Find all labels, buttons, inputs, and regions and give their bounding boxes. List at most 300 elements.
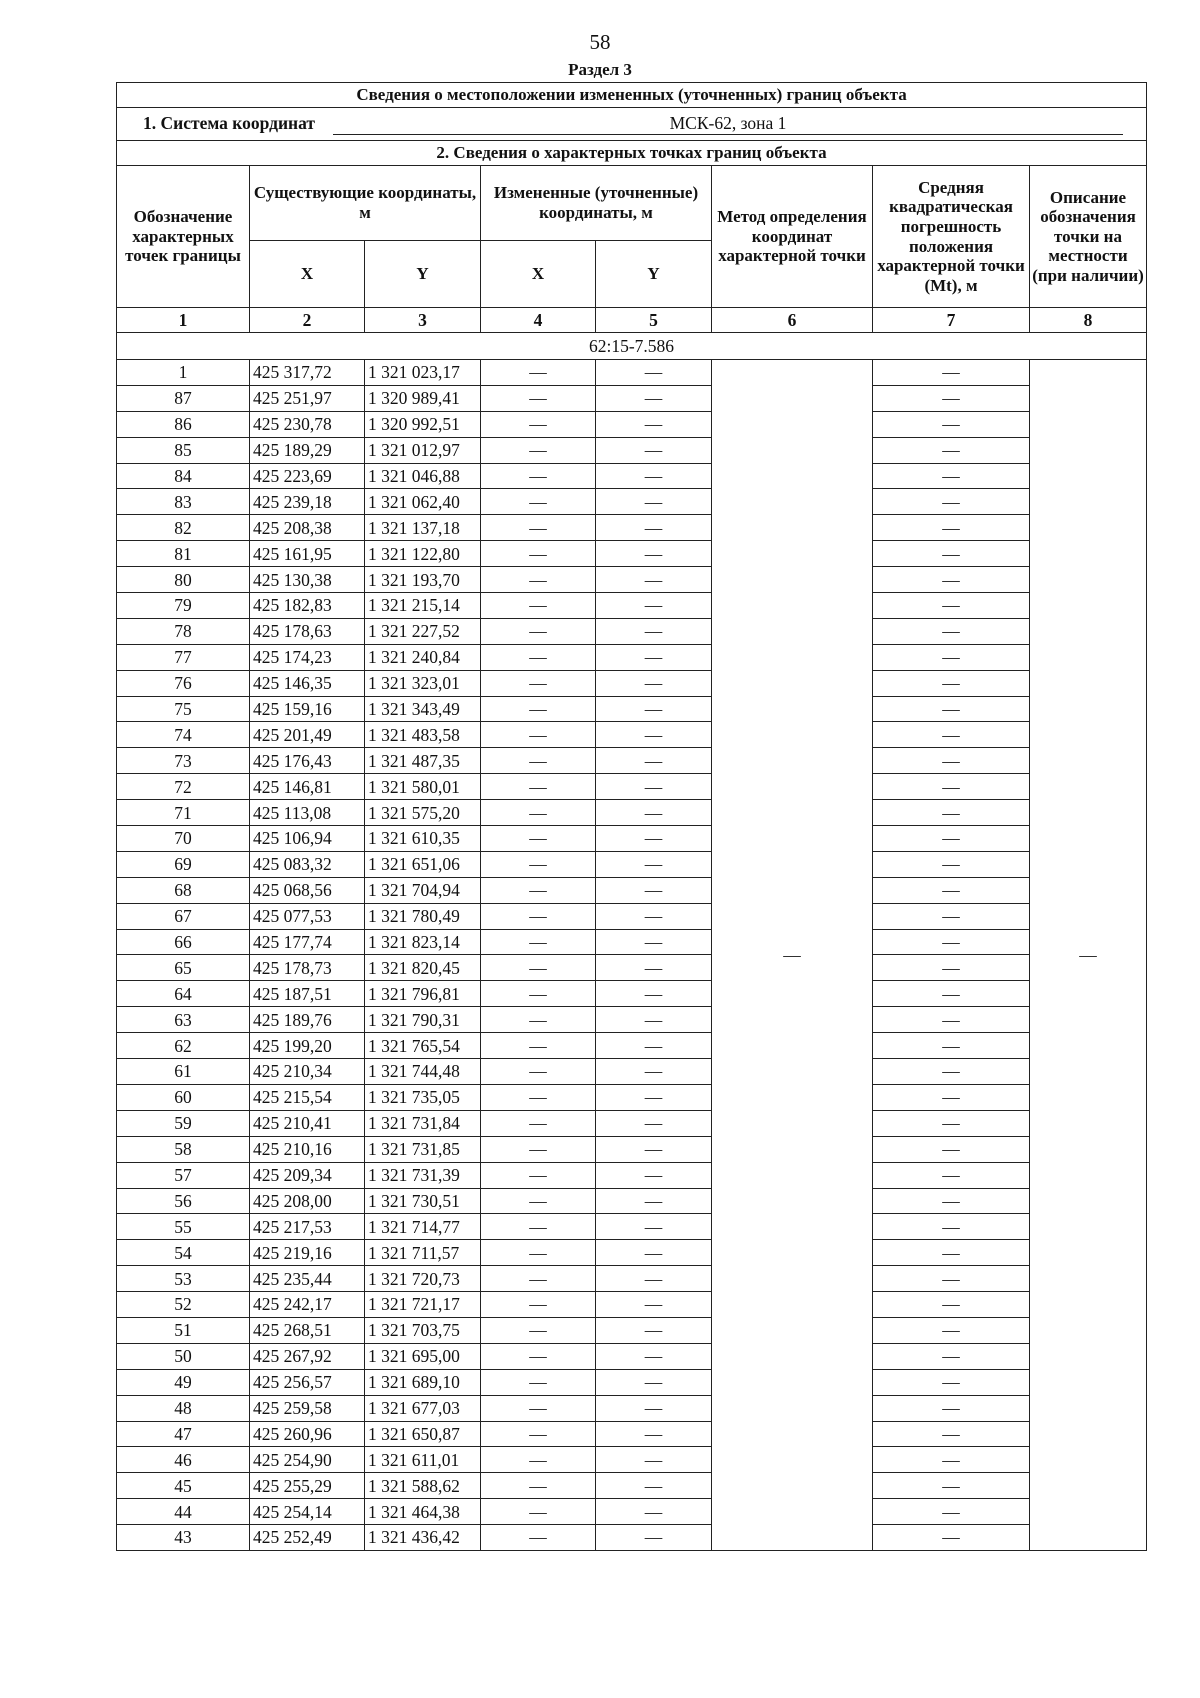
changed-x: — <box>481 1214 596 1240</box>
table-row <box>117 748 1147 774</box>
changed-y: — <box>596 385 712 411</box>
point-number: 59 <box>117 1110 250 1136</box>
table-row <box>117 670 1147 696</box>
existing-y: 1 321 790,31 <box>365 1007 481 1033</box>
existing-x: 425 254,14 <box>250 1499 365 1525</box>
page-number: 58 <box>589 30 611 54</box>
table-row <box>117 851 1147 877</box>
existing-y: 1 321 731,85 <box>365 1136 481 1162</box>
changed-y: — <box>596 929 712 955</box>
existing-x: 425 242,17 <box>250 1292 365 1318</box>
point-number: 83 <box>117 489 250 515</box>
changed-x: — <box>481 1421 596 1447</box>
point-number: 66 <box>117 929 250 955</box>
accuracy-cell: — <box>873 567 1030 593</box>
table-row <box>117 1136 1147 1162</box>
header-changed-x: X <box>481 241 596 308</box>
existing-y: 1 321 193,70 <box>365 567 481 593</box>
changed-y: — <box>596 1007 712 1033</box>
changed-x: — <box>481 567 596 593</box>
existing-y: 1 321 227,52 <box>365 618 481 644</box>
changed-y: — <box>596 1033 712 1059</box>
header-existing-x: X <box>250 241 365 308</box>
point-number: 62 <box>117 1033 250 1059</box>
changed-y: — <box>596 1266 712 1292</box>
existing-y: 1 321 650,87 <box>365 1421 481 1447</box>
existing-y: 1 321 704,94 <box>365 877 481 903</box>
changed-x: — <box>481 1395 596 1421</box>
changed-x: — <box>481 489 596 515</box>
changed-x: — <box>481 1136 596 1162</box>
changed-y: — <box>596 1292 712 1318</box>
point-number: 79 <box>117 593 250 619</box>
changed-y: — <box>596 1369 712 1395</box>
accuracy-cell: — <box>873 1499 1030 1525</box>
column-number: 7 <box>873 308 1030 333</box>
existing-x: 425 189,29 <box>250 437 365 463</box>
table-row <box>117 1343 1147 1369</box>
accuracy-cell: — <box>873 411 1030 437</box>
changed-x: — <box>481 955 596 981</box>
point-number: 80 <box>117 567 250 593</box>
existing-x: 425 161,95 <box>250 541 365 567</box>
existing-x: 425 219,16 <box>250 1240 365 1266</box>
point-number: 56 <box>117 1188 250 1214</box>
accuracy-cell: — <box>873 593 1030 619</box>
existing-x: 425 260,96 <box>250 1421 365 1447</box>
existing-x: 425 254,90 <box>250 1447 365 1473</box>
existing-x: 425 209,34 <box>250 1162 365 1188</box>
point-number: 64 <box>117 981 250 1007</box>
existing-y: 1 321 610,35 <box>365 826 481 852</box>
coordinate-system-value: МСК-62, зона 1 <box>333 113 1123 134</box>
point-number: 85 <box>117 437 250 463</box>
description-cell: — <box>1030 360 1147 1551</box>
changed-x: — <box>481 903 596 929</box>
existing-x: 425 215,54 <box>250 1084 365 1110</box>
header-changed-coordinates: Измененные (уточненные) координаты, м <box>481 166 712 241</box>
changed-y: — <box>596 903 712 929</box>
accuracy-cell: — <box>873 774 1030 800</box>
accuracy-cell: — <box>873 877 1030 903</box>
existing-y: 1 321 731,39 <box>365 1162 481 1188</box>
changed-y: — <box>596 567 712 593</box>
table-row <box>117 1188 1147 1214</box>
point-number: 86 <box>117 411 250 437</box>
table-row <box>117 567 1147 593</box>
changed-x: — <box>481 1162 596 1188</box>
table-row <box>117 903 1147 929</box>
coordinate-system-label: 1. Система координат <box>142 113 316 134</box>
accuracy-cell: — <box>873 489 1030 515</box>
existing-y: 1 321 695,00 <box>365 1343 481 1369</box>
accuracy-cell: — <box>873 1240 1030 1266</box>
accuracy-cell: — <box>873 670 1030 696</box>
header-description: Описание обозначения точки на местности (при наличии) <box>1030 166 1147 308</box>
changed-y: — <box>596 670 712 696</box>
point-number: 78 <box>117 618 250 644</box>
existing-y: 1 321 823,14 <box>365 929 481 955</box>
table-row <box>117 877 1147 903</box>
changed-y: — <box>596 1343 712 1369</box>
existing-y: 1 321 714,77 <box>365 1214 481 1240</box>
changed-y: — <box>596 411 712 437</box>
changed-x: — <box>481 800 596 826</box>
changed-y: — <box>596 1110 712 1136</box>
existing-y: 1 321 012,97 <box>365 437 481 463</box>
changed-x: — <box>481 644 596 670</box>
existing-x: 425 146,35 <box>250 670 365 696</box>
existing-x: 425 077,53 <box>250 903 365 929</box>
point-number: 84 <box>117 463 250 489</box>
point-number: 53 <box>117 1266 250 1292</box>
existing-x: 425 251,97 <box>250 385 365 411</box>
existing-y: 1 321 464,38 <box>365 1499 481 1525</box>
accuracy-cell: — <box>873 1421 1030 1447</box>
existing-x: 425 267,92 <box>250 1343 365 1369</box>
point-number: 75 <box>117 696 250 722</box>
changed-y: — <box>596 1214 712 1240</box>
existing-x: 425 201,49 <box>250 722 365 748</box>
point-number: 72 <box>117 774 250 800</box>
changed-y: — <box>596 541 712 567</box>
accuracy-cell: — <box>873 1343 1030 1369</box>
existing-x: 425 174,23 <box>250 644 365 670</box>
header-designation: Обозначение характерных точек границы <box>117 166 250 308</box>
point-number: 60 <box>117 1084 250 1110</box>
changed-x: — <box>481 981 596 1007</box>
accuracy-cell: — <box>873 722 1030 748</box>
existing-y: 1 320 992,51 <box>365 411 481 437</box>
point-number: 55 <box>117 1214 250 1240</box>
table-title: Сведения о местоположении измененных (уточненных) границ объекта <box>117 83 1147 108</box>
existing-x: 425 208,38 <box>250 515 365 541</box>
section-title: Раздел 3 <box>568 60 632 79</box>
changed-x: — <box>481 1343 596 1369</box>
changed-x: — <box>481 1110 596 1136</box>
existing-y: 1 321 735,05 <box>365 1084 481 1110</box>
point-number: 47 <box>117 1421 250 1447</box>
changed-x: — <box>481 515 596 541</box>
column-number: 6 <box>712 308 873 333</box>
changed-y: — <box>596 1447 712 1473</box>
changed-x: — <box>481 1188 596 1214</box>
existing-y: 1 321 588,62 <box>365 1473 481 1499</box>
existing-x: 425 239,18 <box>250 489 365 515</box>
changed-x: — <box>481 1084 596 1110</box>
changed-x: — <box>481 411 596 437</box>
existing-y: 1 321 575,20 <box>365 800 481 826</box>
existing-y: 1 321 023,17 <box>365 360 481 386</box>
table-row <box>117 1395 1147 1421</box>
changed-y: — <box>596 593 712 619</box>
changed-x: — <box>481 360 596 386</box>
changed-y: — <box>596 1240 712 1266</box>
accuracy-cell: — <box>873 1266 1030 1292</box>
table-row <box>117 1007 1147 1033</box>
existing-y: 1 321 215,14 <box>365 593 481 619</box>
existing-y: 1 321 720,73 <box>365 1266 481 1292</box>
accuracy-cell: — <box>873 851 1030 877</box>
accuracy-cell: — <box>873 826 1030 852</box>
point-number: 87 <box>117 385 250 411</box>
table-row <box>117 515 1147 541</box>
changed-x: — <box>481 1317 596 1343</box>
existing-x: 425 068,56 <box>250 877 365 903</box>
accuracy-cell: — <box>873 1525 1030 1551</box>
existing-y: 1 321 765,54 <box>365 1033 481 1059</box>
point-number: 65 <box>117 955 250 981</box>
changed-y: — <box>596 851 712 877</box>
boundary-points-table <box>116 82 1147 1551</box>
accuracy-cell: — <box>873 1059 1030 1085</box>
accuracy-cell: — <box>873 1188 1030 1214</box>
point-number: 57 <box>117 1162 250 1188</box>
changed-y: — <box>596 1421 712 1447</box>
table-row <box>117 411 1147 437</box>
existing-x: 425 187,51 <box>250 981 365 1007</box>
point-number: 74 <box>117 722 250 748</box>
accuracy-cell: — <box>873 1084 1030 1110</box>
changed-x: — <box>481 1266 596 1292</box>
existing-x: 425 083,32 <box>250 851 365 877</box>
existing-y: 1 321 711,57 <box>365 1240 481 1266</box>
table-row <box>117 1084 1147 1110</box>
changed-y: — <box>596 955 712 981</box>
accuracy-cell: — <box>873 929 1030 955</box>
changed-x: — <box>481 463 596 489</box>
accuracy-cell: — <box>873 385 1030 411</box>
table-row <box>117 1525 1147 1551</box>
point-number: 82 <box>117 515 250 541</box>
accuracy-cell: — <box>873 1447 1030 1473</box>
accuracy-cell: — <box>873 903 1030 929</box>
changed-x: — <box>481 851 596 877</box>
existing-x: 425 159,16 <box>250 696 365 722</box>
accuracy-cell: — <box>873 748 1030 774</box>
table-row <box>117 618 1147 644</box>
table-row <box>117 437 1147 463</box>
point-number: 54 <box>117 1240 250 1266</box>
header-existing-coordinates: Существующие координаты, м <box>250 166 481 241</box>
point-number: 50 <box>117 1343 250 1369</box>
changed-x: — <box>481 826 596 852</box>
existing-y: 1 321 483,58 <box>365 722 481 748</box>
existing-y: 1 321 820,45 <box>365 955 481 981</box>
changed-x: — <box>481 1059 596 1085</box>
point-number: 68 <box>117 877 250 903</box>
table-row <box>117 360 1147 386</box>
existing-x: 425 255,29 <box>250 1473 365 1499</box>
changed-x: — <box>481 1292 596 1318</box>
changed-y: — <box>596 644 712 670</box>
point-number: 58 <box>117 1136 250 1162</box>
changed-x: — <box>481 1473 596 1499</box>
changed-x: — <box>481 929 596 955</box>
header-changed-y: Y <box>596 241 712 308</box>
column-number: 5 <box>596 308 712 333</box>
parcel-id: 62:15-7.586 <box>117 333 1147 360</box>
point-number: 52 <box>117 1292 250 1318</box>
changed-y: — <box>596 748 712 774</box>
point-number: 73 <box>117 748 250 774</box>
existing-y: 1 321 611,01 <box>365 1447 481 1473</box>
table-row <box>117 1447 1147 1473</box>
existing-y: 1 321 580,01 <box>365 774 481 800</box>
point-number: 51 <box>117 1317 250 1343</box>
changed-y: — <box>596 981 712 1007</box>
existing-y: 1 321 240,84 <box>365 644 481 670</box>
point-number: 69 <box>117 851 250 877</box>
existing-x: 425 252,49 <box>250 1525 365 1551</box>
table-row <box>117 774 1147 800</box>
existing-x: 425 178,63 <box>250 618 365 644</box>
existing-y: 1 321 062,40 <box>365 489 481 515</box>
existing-x: 425 230,78 <box>250 411 365 437</box>
changed-x: — <box>481 670 596 696</box>
changed-x: — <box>481 877 596 903</box>
changed-y: — <box>596 489 712 515</box>
accuracy-cell: — <box>873 437 1030 463</box>
changed-y: — <box>596 437 712 463</box>
changed-y: — <box>596 774 712 800</box>
changed-x: — <box>481 774 596 800</box>
table-row <box>117 1473 1147 1499</box>
existing-x: 425 210,16 <box>250 1136 365 1162</box>
existing-x: 425 199,20 <box>250 1033 365 1059</box>
accuracy-cell: — <box>873 360 1030 386</box>
existing-y: 1 321 744,48 <box>365 1059 481 1085</box>
existing-y: 1 321 721,17 <box>365 1292 481 1318</box>
existing-x: 425 210,34 <box>250 1059 365 1085</box>
changed-y: — <box>596 515 712 541</box>
existing-x: 425 210,41 <box>250 1110 365 1136</box>
accuracy-cell: — <box>873 1136 1030 1162</box>
table-row <box>117 1499 1147 1525</box>
changed-y: — <box>596 1525 712 1551</box>
existing-x: 425 223,69 <box>250 463 365 489</box>
accuracy-cell: — <box>873 1214 1030 1240</box>
point-number: 71 <box>117 800 250 826</box>
existing-x: 425 268,51 <box>250 1317 365 1343</box>
accuracy-cell: — <box>873 515 1030 541</box>
column-number: 2 <box>250 308 365 333</box>
accuracy-cell: — <box>873 1110 1030 1136</box>
point-number: 1 <box>117 360 250 386</box>
changed-y: — <box>596 1162 712 1188</box>
table-row <box>117 981 1147 1007</box>
existing-x: 425 235,44 <box>250 1266 365 1292</box>
accuracy-cell: — <box>873 981 1030 1007</box>
point-number: 81 <box>117 541 250 567</box>
existing-y: 1 321 046,88 <box>365 463 481 489</box>
table-row <box>117 696 1147 722</box>
table-row <box>117 722 1147 748</box>
changed-x: — <box>481 696 596 722</box>
table-row <box>117 1033 1147 1059</box>
table-row <box>117 1369 1147 1395</box>
changed-x: — <box>481 1447 596 1473</box>
existing-x: 425 256,57 <box>250 1369 365 1395</box>
accuracy-cell: — <box>873 1292 1030 1318</box>
existing-y: 1 321 796,81 <box>365 981 481 1007</box>
accuracy-cell: — <box>873 1317 1030 1343</box>
changed-y: — <box>596 1059 712 1085</box>
changed-x: — <box>481 1033 596 1059</box>
changed-x: — <box>481 1369 596 1395</box>
changed-y: — <box>596 1136 712 1162</box>
changed-x: — <box>481 541 596 567</box>
accuracy-cell: — <box>873 1162 1030 1188</box>
changed-x: — <box>481 1525 596 1551</box>
changed-x: — <box>481 748 596 774</box>
changed-x: — <box>481 593 596 619</box>
changed-x: — <box>481 1007 596 1033</box>
table-row <box>117 489 1147 515</box>
table-row <box>117 1421 1147 1447</box>
accuracy-cell: — <box>873 463 1030 489</box>
changed-y: — <box>596 800 712 826</box>
existing-x: 425 176,43 <box>250 748 365 774</box>
changed-y: — <box>596 463 712 489</box>
existing-x: 425 146,81 <box>250 774 365 800</box>
existing-y: 1 321 651,06 <box>365 851 481 877</box>
existing-y: 1 321 323,01 <box>365 670 481 696</box>
accuracy-cell: — <box>873 1033 1030 1059</box>
header-existing-y: Y <box>365 241 481 308</box>
accuracy-cell: — <box>873 1395 1030 1421</box>
accuracy-cell: — <box>873 696 1030 722</box>
point-number: 43 <box>117 1525 250 1551</box>
existing-x: 425 259,58 <box>250 1395 365 1421</box>
changed-y: — <box>596 360 712 386</box>
table-row <box>117 1292 1147 1318</box>
column-number: 1 <box>117 308 250 333</box>
table-row <box>117 541 1147 567</box>
table-row <box>117 463 1147 489</box>
changed-y: — <box>596 1473 712 1499</box>
accuracy-cell: — <box>873 644 1030 670</box>
existing-y: 1 321 780,49 <box>365 903 481 929</box>
existing-x: 425 182,83 <box>250 593 365 619</box>
table-row <box>117 1240 1147 1266</box>
changed-x: — <box>481 385 596 411</box>
point-number: 44 <box>117 1499 250 1525</box>
existing-y: 1 321 731,84 <box>365 1110 481 1136</box>
method-cell: — <box>712 360 873 1551</box>
table-row <box>117 800 1147 826</box>
point-number: 46 <box>117 1447 250 1473</box>
table-row <box>117 644 1147 670</box>
existing-y: 1 321 689,10 <box>365 1369 481 1395</box>
changed-y: — <box>596 618 712 644</box>
existing-y: 1 321 343,49 <box>365 696 481 722</box>
existing-x: 425 178,73 <box>250 955 365 981</box>
accuracy-cell: — <box>873 955 1030 981</box>
existing-y: 1 321 677,03 <box>365 1395 481 1421</box>
table-row <box>117 1266 1147 1292</box>
table-row <box>117 929 1147 955</box>
accuracy-cell: — <box>873 1473 1030 1499</box>
existing-x: 425 317,72 <box>250 360 365 386</box>
existing-y: 1 321 487,35 <box>365 748 481 774</box>
column-number: 4 <box>481 308 596 333</box>
table-row <box>117 1317 1147 1343</box>
changed-y: — <box>596 722 712 748</box>
column-number: 3 <box>365 308 481 333</box>
point-number: 49 <box>117 1369 250 1395</box>
accuracy-cell: — <box>873 800 1030 826</box>
